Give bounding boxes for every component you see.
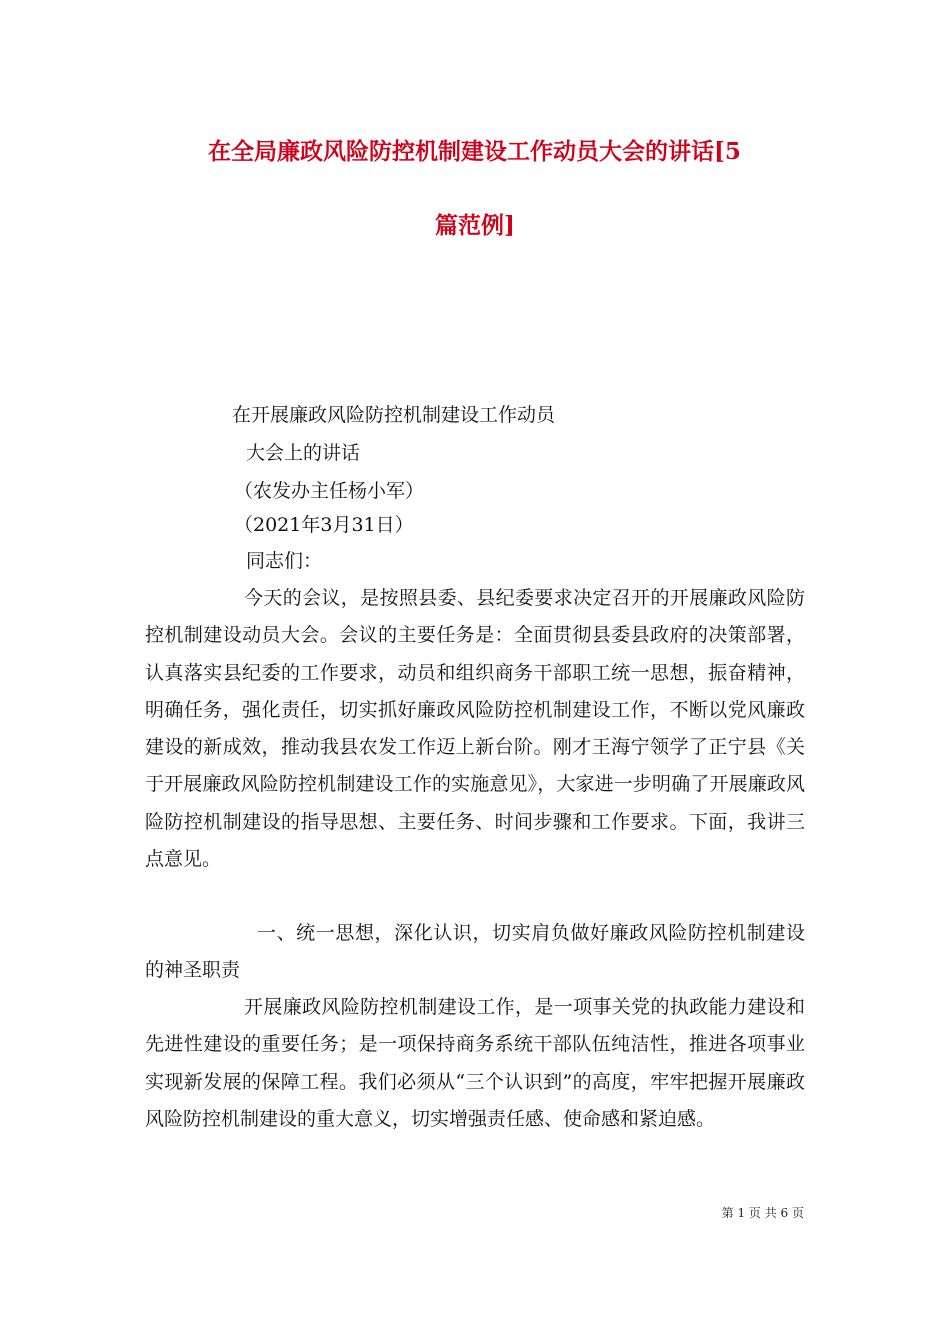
salutation: 同志们： [246,550,323,572]
speaker-line: （农发办主任杨小军） [234,480,425,502]
page-number: 第 1 页 共 6 页 [721,1206,804,1220]
speech-heading-line-2: 大会上的讲话 [246,442,361,464]
speech-heading-line-1: 在开展廉政风险防控机制建设工作动员 [232,404,556,426]
paragraph-section-1: 开展廉政风险防控机制建设工作，是一项事关党的执政能力建设和先进性建设的重要任务；是一项保持商务系统干部队伍纯洁性，推进各项事业实现新发展的保障工程。我们必须从“三个认识到”的高度，牢牢把握开展廉政风险防控机制建设的重大意义，切实增强责任感、使命感和紧迫感。 [145,996,805,1130]
section-heading-1: 一、统一思想，深化认识，切实肩负做好廉政风险防控机制建设的神圣职责 [145,922,805,982]
paragraph-intro: 今天的会议，是按照县委、县纪委要求决定召开的开展廉政风险防控机制建设动员大会。会议的主要任务是：全面贯彻县委县政府的决策部署，认真落实县纪委的工作要求，动员和组织商务干部职工统一思想，振奋精神，明确任务，强化责任，切实抓好廉政风险防控机制建设工作，不断以党风廉政建设的新成效，推动我县农发工作迈上新台阶。刚才王海宁领学了正宁县《关于开展廉政风险防控机制建设工作的实施意见》，大家进一步明确了开展廉政风险防控机制建设的指导思想、主要任务、时间步骤和工作要求。下面，我讲三点意见。 [145,587,805,871]
document-title-line-1: 在全局廉政风险防控机制建设工作动员大会的讲话[5 [208,138,741,165]
document-title-line-2: 篇范例] [435,212,515,239]
date-line: （2021年3月31日） [234,514,414,536]
